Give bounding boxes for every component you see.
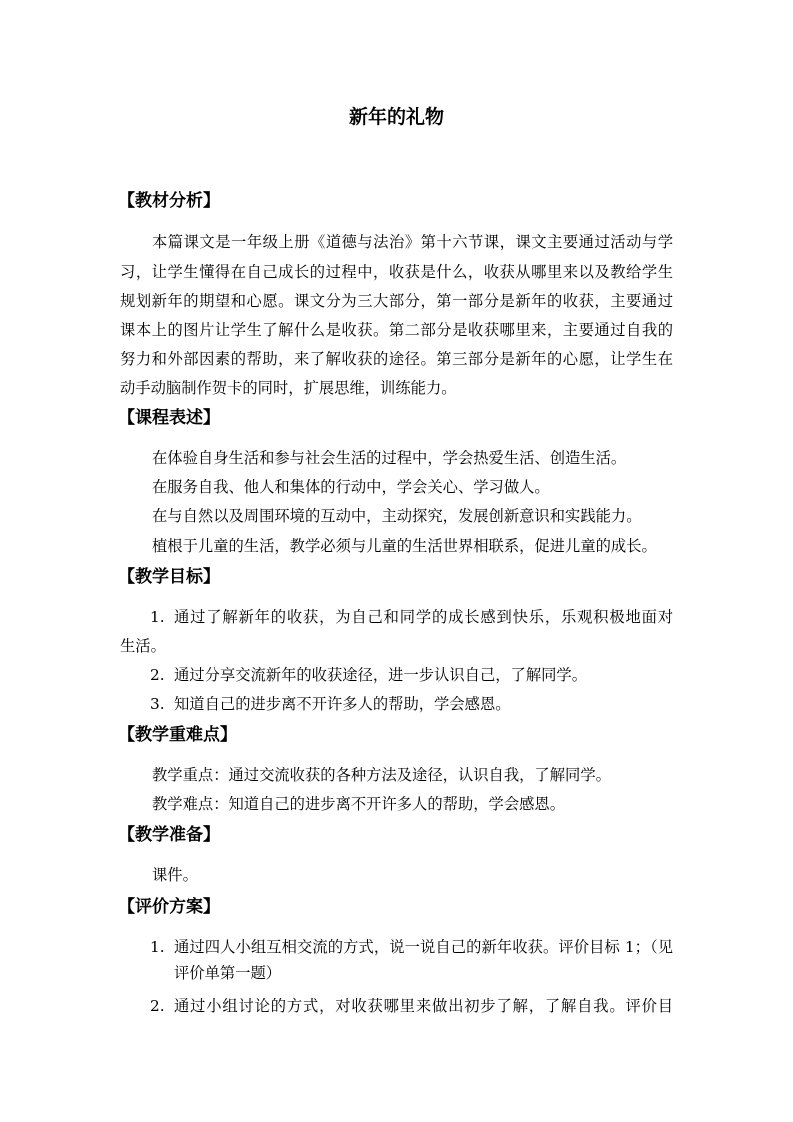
section-heading-prep: 【教学准备】 [118,825,220,845]
list-item-text: 通过小组讨论的方式，对收获哪里来做出初步了解，了解自我。评价目 [174,997,673,1015]
list-item-text: 通过了解新年的收获，为自己和同学的成长感到快乐，乐观积极地面对 [174,608,673,626]
list-number: 2. [150,666,165,684]
list-item-text: 通过分享交流新年的收获途径，进一步认识自己，了解同学。 [174,666,588,684]
section-heading-goals: 【教学目标】 [118,567,220,587]
paragraph-line: 规划新年的期望和心愿。课文分为三大部分，第一部分是新年的收获，主要通过 [120,292,673,310]
paragraph-line: 本篇课文是一年级上册《道德与法治》第十六节课，课文主要通过活动与学 [152,233,673,251]
section-heading-evaluation: 【评价方案】 [118,897,220,917]
paragraph-line: 动手动脑制作贺卡的同时，扩展思维，训练能力。 [120,379,457,397]
paragraph-line: 在服务自我、他人和集体的行动中，学会关心、学习做人。 [152,478,550,496]
list-number: 3. [150,695,165,713]
paragraph-line: 教学重点：通过交流收获的各种方法及途径，认识自我，了解同学。 [152,766,611,784]
paragraph-line: 教学难点：知道自己的进步离不开许多人的帮助，学会感恩。 [152,795,566,813]
document-title: 新年的礼物 [348,106,444,128]
list-number: 1. [150,608,165,626]
section-heading-keypoints: 【教学重难点】 [118,725,237,745]
list-item-text: 知道自己的进步离不开许多人的帮助，学会感恩。 [174,695,511,713]
paragraph-line: 课本上的图片让学生了解什么是收获。第二部分是收获哪里来，主要通过自我的 [120,321,673,339]
list-number: 2. [150,997,165,1015]
paragraph-line: 在与自然以及周围环境的互动中，主动探究，发展创新意识和实践能力。 [152,507,642,525]
paragraph-line: 课件。 [152,866,198,884]
list-item-text: 通过四人小组互相交流的方式，说一说自己的新年收获。评价目标 1；（见 [174,938,673,956]
paragraph-line: 努力和外部因素的帮助，来了解收获的途径。第三部分是新年的心愿，让学生在 [120,350,673,368]
list-number: 1. [150,938,165,956]
paragraph-line: 习，让学生懂得在自己成长的过程中，收获是什么，收获从哪里来以及教给学生 [120,263,673,281]
paragraph-line: 植根于儿童的生活，教学必须与儿童的生活世界相联系，促进儿童的成长。 [152,537,657,555]
section-heading-analysis: 【教材分析】 [118,191,220,211]
paragraph-line: 在体验自身生活和参与社会生活的过程中，学会热爱生活、创造生活。 [152,449,627,467]
list-item-text: 生活。 [120,637,166,655]
section-heading-standards: 【课程表述】 [118,408,220,428]
list-item-text: 评价单第一题） [174,964,282,982]
